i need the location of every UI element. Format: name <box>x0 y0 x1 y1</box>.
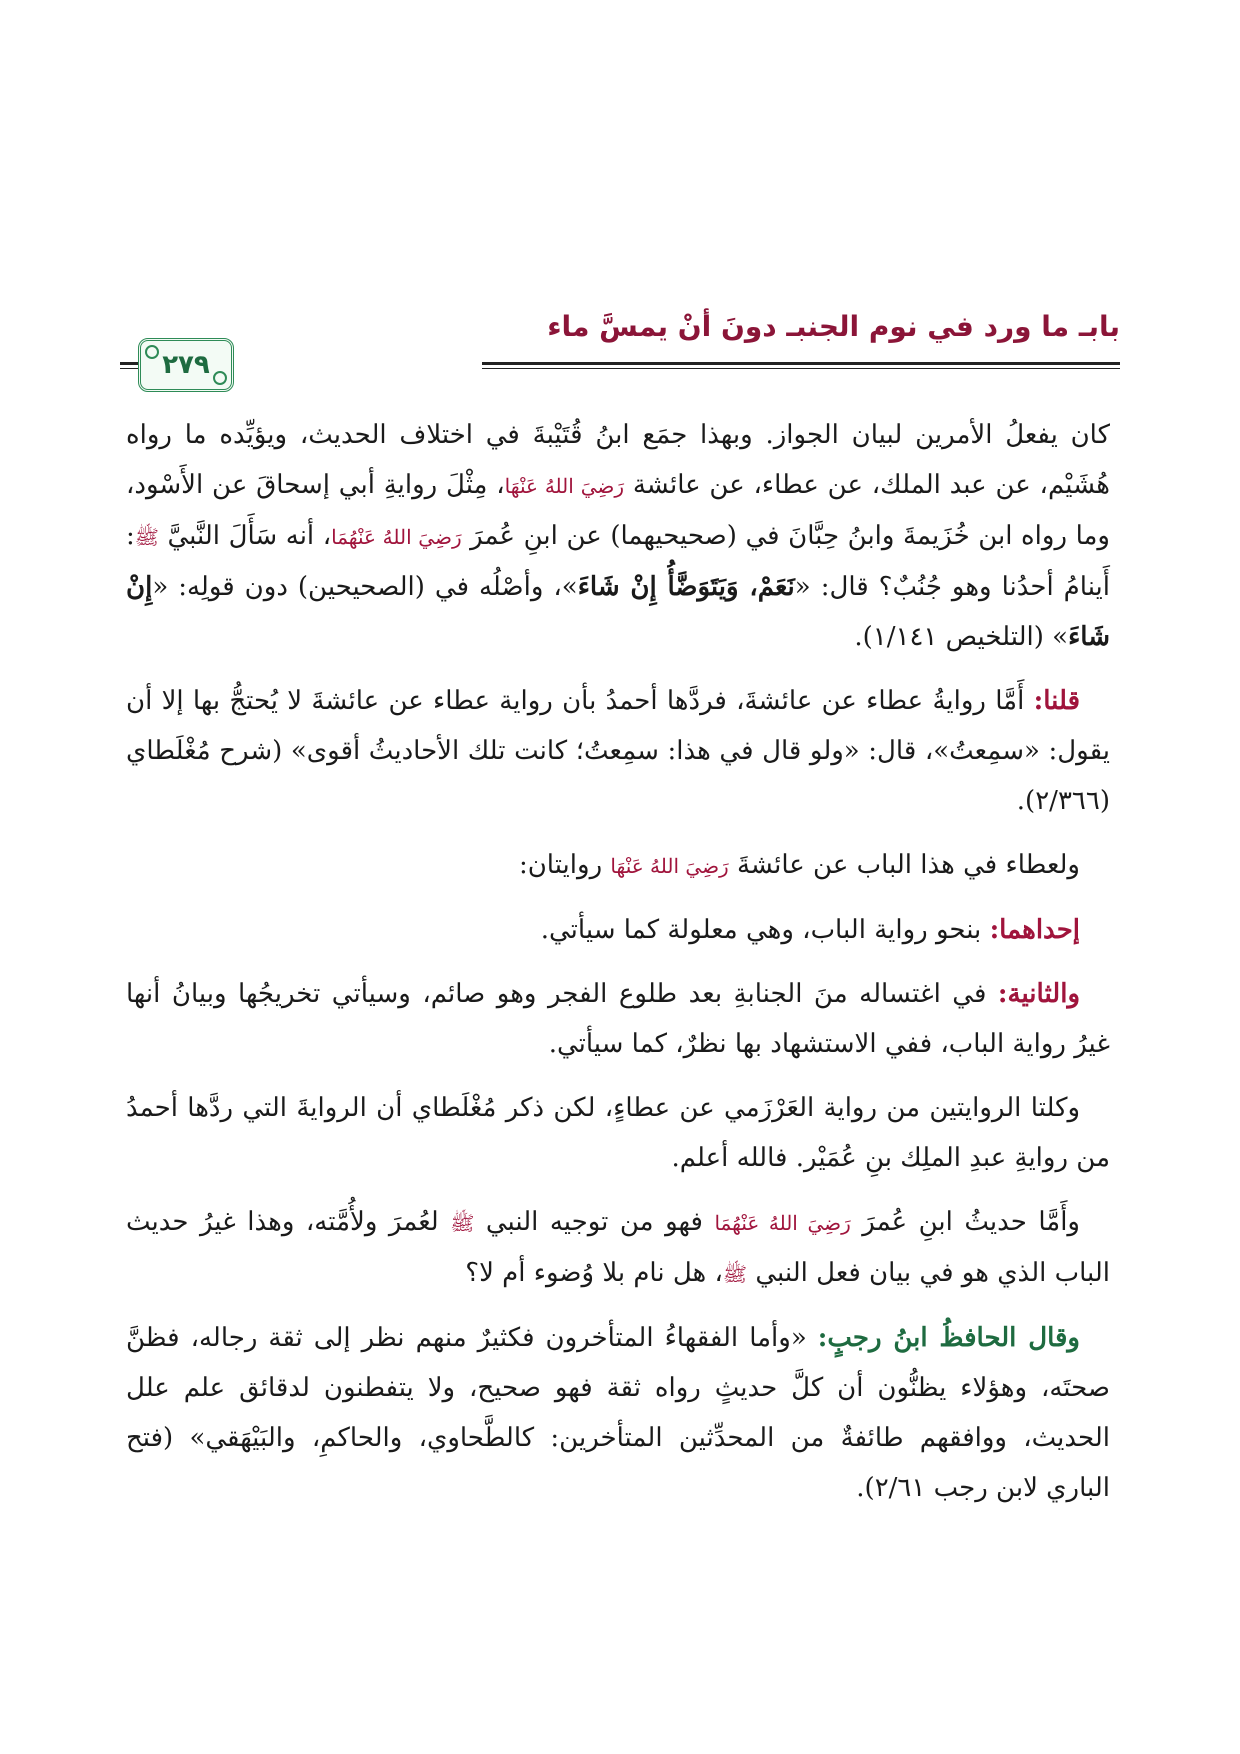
lead-word: والثانية: <box>997 979 1080 1009</box>
running-title: بابـ ما ورد في نوم الجنبـ دونَ أنْ يمسَّ ماء <box>547 310 1120 343</box>
text-run: روايتان: <box>518 850 611 880</box>
honorific-glyph: رَضِيَ اللهُ عَنْهُمَا <box>714 1211 851 1235</box>
hadith-quote: نَعَمْ، وَيَتَوَضَّأُ إِنْ شَاءَ <box>577 572 795 602</box>
header-rule-thin <box>482 368 1120 369</box>
hadith-quote: إِنْ شَاءَ <box>126 572 1110 652</box>
text-run: أَمَّا روايةُ عطاء عن عائشةَ، فردَّها أحمدُ بأن رواية عطاء عن عائشةَ لا يُحتجُّ بها إلا أن يقول: «سمِعتُ»، قال: «ولو قال في هذا: سمِعتُ؛ كانت تلك الأحاديثُ أقوى» (شرح مُغْلَطاي (٢/٣٦٦). <box>126 686 1110 816</box>
lead-word: قلنا: <box>1033 686 1080 716</box>
text-run: ، أنه سَأَلَ النَّبيَّ <box>158 521 332 551</box>
salawat-glyph: ﷺ <box>450 1211 475 1235</box>
text-run: «وأما الفقهاءُ المتأخرون فكثيرٌ منهم نظر إلى ثقة رجاله، فظنَّ صحتَه، وهؤلاء يظنُّون أن كلَّ حديثٍ رواه ثقة فهو صحيح، ولا يتفطنون لدقائق علم علل الحديث، ووافقهم طائفةٌ من المحدِّثين المتأخرين: كالطَّحاوي، والحاكمِ، والبَيْهَقي» (فتح الباري لابن رجب ٢/٦١). <box>126 1323 1110 1503</box>
lead-word: إحداهما: <box>989 915 1080 945</box>
honorific-glyph: رَضِيَ اللهُ عَنْهُمَا <box>331 525 462 549</box>
paragraph-3 <box>126 840 1110 891</box>
text-run: لعُمرَ ولأُمَّته، وهذا غيرُ حديث الباب الذي هو في بيان فعل النبي <box>126 1207 1110 1288</box>
salawat-glyph: ﷺ <box>134 525 159 549</box>
paragraph-2 <box>126 676 1110 826</box>
text-run: فهو من توجيه النبي <box>474 1207 715 1237</box>
text-run: »، وأصْلُه في (الصحيحين) دون قولِه: « <box>152 572 578 602</box>
page-header <box>120 310 1120 420</box>
header-rule-thick <box>482 362 1120 365</box>
paragraph-1 <box>126 410 1110 662</box>
paragraph-5 <box>126 969 1110 1069</box>
lead-word: وقال الحافظُ ابنُ رجبٍ: <box>817 1323 1080 1353</box>
paragraph-8 <box>126 1313 1110 1513</box>
paragraph-4 <box>126 905 1110 955</box>
text-run: وأَمَّا حديثُ ابنِ عُمرَ <box>850 1207 1080 1237</box>
text-run: » (التلخيص ١/١٤١). <box>854 622 1069 652</box>
page-number: ٢٧٩ <box>162 350 210 380</box>
text-run: بنحو رواية الباب، وهي معلولة كما سيأتي. <box>540 915 990 945</box>
header-rule-left-thin <box>120 368 138 369</box>
paragraph-6 <box>126 1083 1110 1183</box>
text-run: : أَينامُ أحدُنا وهو جُنُبٌ؟ قال: « <box>126 521 1110 602</box>
honorific-glyph: رَضِيَ اللهُ عَنْهَا <box>610 854 729 878</box>
text-run: في اغتساله منَ الجنابةِ بعد طلوع الفجر وهو صائم، وسيأتي تخريجُها وبيانُ أنها غيرُ رواية الباب، ففي الاستشهاد بها نظرٌ، كما سيأتي. <box>126 979 1110 1059</box>
paragraph-7 <box>126 1197 1110 1299</box>
page-number-badge <box>138 338 234 392</box>
text-run: كان يفعلُ الأمرين لبيان الجواز. وبهذا جمَع ابنُ قُتَيْبةَ في اختلاف الحديث، ويؤيِّده ما رواه هُشَيْم، عن عبد الملك، عن عطاء، عن عائشة <box>126 420 1110 500</box>
salawat-glyph: ﷺ <box>722 1262 748 1286</box>
text-run: ، مِثْلَ روايةِ أبي إسحاقَ عن الأَسْود، وما رواه ابن خُزَيمةَ وابنُ حِبَّانَ في (صحيحيهما) عن ابنِ عُمرَ <box>126 470 1110 551</box>
header-rule-left-thick <box>120 362 138 365</box>
text-run: ولعطاء في هذا الباب عن عائشةَ <box>728 850 1080 880</box>
honorific-glyph: رَضِيَ اللهُ عَنْهَا <box>504 474 625 498</box>
text-run: ، هل نام بلا وُضوء أم لا؟ <box>465 1258 723 1288</box>
main-text <box>126 410 1110 1527</box>
text-run: وكلتا الروايتين من رواية العَرْزَمي عن عطاءٍ، لكن ذكر مُغْلَطاي أن الروايةَ التي ردَّها أحمدُ من روايةِ عبدِ الملِك بنِ عُمَيْر. فالله أعلم. <box>126 1093 1110 1173</box>
